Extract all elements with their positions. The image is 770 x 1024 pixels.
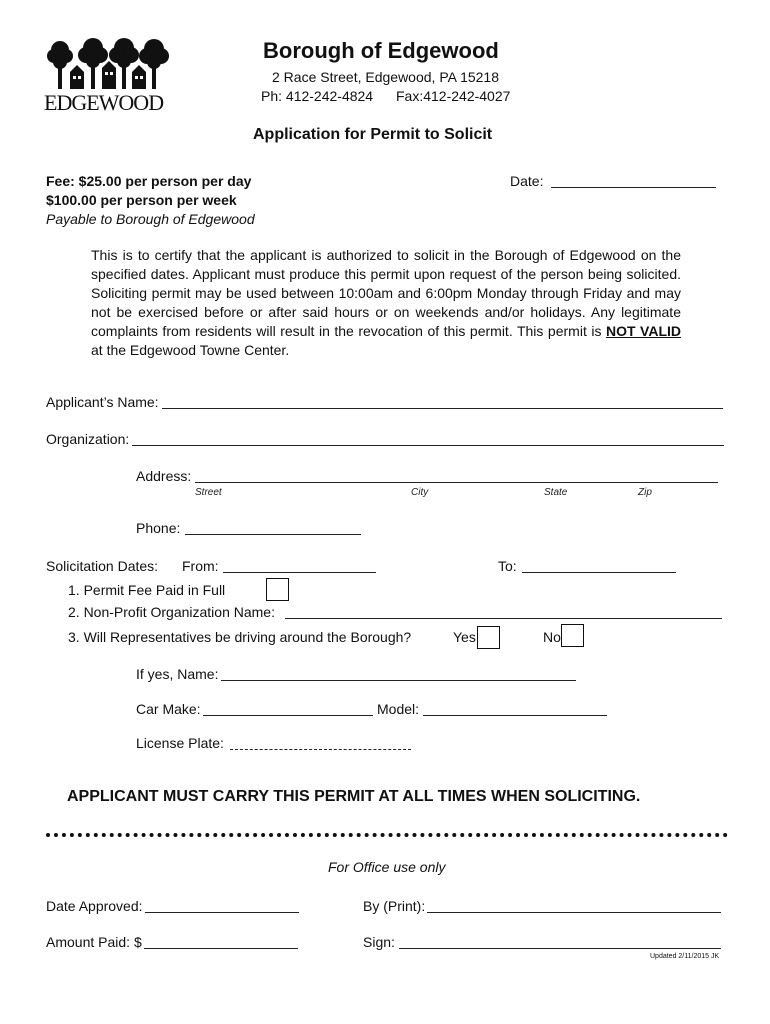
- fee-weekly: $100.00 per person per week: [46, 192, 237, 208]
- amount-paid-field[interactable]: [144, 948, 298, 949]
- form-title: Application for Permit to Solicit: [253, 126, 493, 143]
- address-field[interactable]: [195, 482, 718, 483]
- applicant-name-label: Applicant’s Name:: [46, 394, 159, 410]
- fee-daily: Fee: $25.00 per person per day: [46, 173, 252, 189]
- yes-checkbox[interactable]: [477, 626, 500, 649]
- date-approved-label: Date Approved:: [46, 898, 143, 914]
- no-label: No: [543, 629, 561, 645]
- license-plate-label: License Plate:: [136, 735, 224, 751]
- certification-tail: at the Edgewood Towne Center.: [91, 342, 290, 358]
- certification-body: This is to certify that the applicant is authorized to solicit in the Borough of Edgewood on the specified dates. Applicant must produce this permit upon request of the person being solicited. Soliciting permit may be used between 10:00am and 6:00pm Monday through Friday and may not be exercised before or after said hours or on weekends and/or holidays. Any legitimate complaints from residents will result in the revocation of this permit. This permit is: [91, 247, 681, 339]
- applicant-name-field[interactable]: [162, 408, 723, 409]
- date-field[interactable]: [551, 187, 716, 188]
- by-print-label: By (Print):: [363, 898, 426, 914]
- item-driving: 3. Will Representatives be driving around the Borough?: [68, 629, 412, 645]
- certification-text: [91, 246, 681, 360]
- org-phone: Ph: 412-242-4824: [261, 88, 374, 104]
- model-label: Model:: [377, 701, 420, 717]
- logo-wordmark: EDGEWOOD: [44, 90, 164, 115]
- office-use-heading: For Office use only: [328, 859, 446, 875]
- date-label: Date:: [510, 173, 544, 189]
- phone-field[interactable]: [185, 534, 361, 535]
- from-date-field[interactable]: [223, 572, 376, 573]
- nonprofit-name-field[interactable]: [285, 618, 722, 619]
- organization-label: Organization:: [46, 431, 130, 447]
- zip-caption: Zip: [638, 487, 652, 498]
- driver-name-field[interactable]: [221, 680, 576, 681]
- sign-label: Sign:: [363, 934, 395, 950]
- from-label: From:: [182, 558, 219, 574]
- fee-paid-checkbox[interactable]: [266, 578, 289, 601]
- item-nonprofit: 2. Non-Profit Organization Name:: [68, 604, 275, 620]
- if-yes-name-label: If yes, Name:: [136, 666, 219, 682]
- org-address: 2 Race Street, Edgewood, PA 15218: [272, 69, 500, 85]
- not-valid-emphasis: NOT VALID: [605, 323, 681, 339]
- yes-label: Yes: [453, 629, 476, 645]
- address-label: Address:: [136, 468, 192, 484]
- street-caption: Street: [195, 487, 222, 498]
- phone-label: Phone:: [136, 520, 181, 536]
- organization-field[interactable]: [132, 445, 724, 446]
- item-fee-paid: 1. Permit Fee Paid in Full: [68, 582, 226, 598]
- carry-permit-warning: APPLICANT MUST CARRY THIS PERMIT AT ALL TIMES WHEN SOLICITING.: [67, 788, 641, 805]
- city-caption: City: [411, 487, 429, 498]
- cut-line-divider: [46, 833, 728, 837]
- date-approved-field[interactable]: [145, 912, 299, 913]
- state-caption: State: [544, 487, 568, 498]
- no-checkbox[interactable]: [561, 624, 584, 647]
- car-make-field[interactable]: [203, 715, 373, 716]
- updated-note: Updated 2/11/2015 JK: [650, 953, 720, 960]
- to-label: To:: [498, 558, 517, 574]
- signature-field[interactable]: [399, 948, 721, 949]
- model-field[interactable]: [423, 715, 607, 716]
- org-fax: Fax:412-242-4027: [396, 88, 511, 104]
- license-plate-field[interactable]: [230, 749, 411, 750]
- by-print-field[interactable]: [427, 912, 721, 913]
- edgewood-logo: [44, 36, 178, 114]
- org-name: Borough of Edgewood: [263, 38, 499, 63]
- to-date-field[interactable]: [522, 572, 676, 573]
- fee-payable: Payable to Borough of Edgewood: [46, 211, 255, 227]
- solicitation-dates-label: Solicitation Dates:: [46, 558, 159, 574]
- amount-paid-label: Amount Paid: $: [46, 934, 142, 950]
- car-make-label: Car Make:: [136, 701, 201, 717]
